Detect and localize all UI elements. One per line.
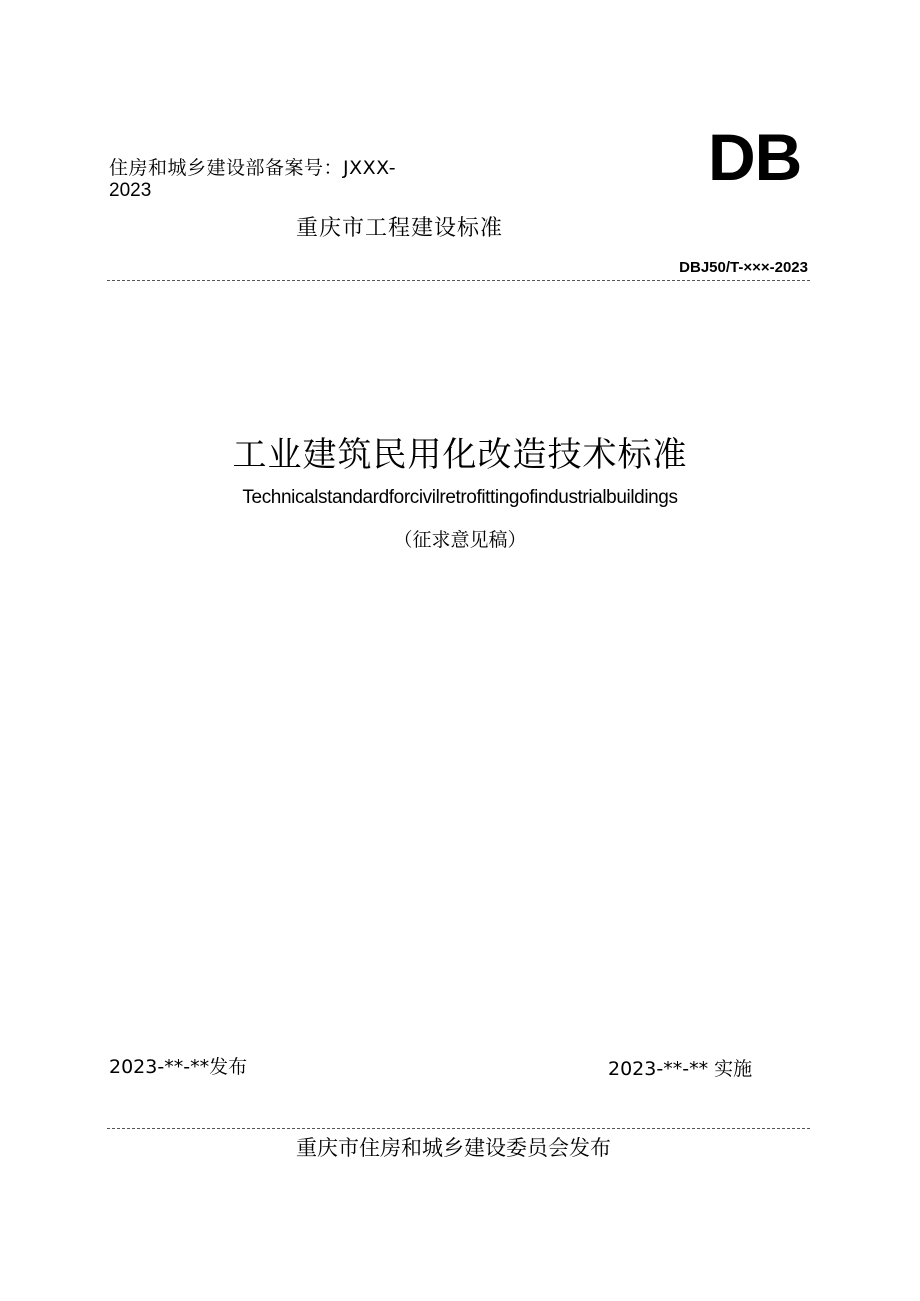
standard-type: 重庆市工程建设标准 xyxy=(296,216,504,241)
filing-number: 住房和城乡建设部备案号：JXXX- xyxy=(109,157,397,179)
bottom-divider xyxy=(107,1128,810,1129)
document-title: 工业建筑民用化改造技术标准 xyxy=(232,435,688,475)
top-divider xyxy=(107,280,810,281)
draft-note: （征求意见稿） xyxy=(393,529,527,551)
effective-date: 2023-**-** 实施 xyxy=(608,1058,753,1080)
standard-number: DBJ50/T-×××-2023 xyxy=(679,259,808,276)
db-logo: DB xyxy=(708,120,802,194)
filing-number-year: 2023 xyxy=(109,180,152,201)
release-date: 2023-**-**发布 xyxy=(109,1056,248,1078)
document-title-english: Technicalstandardforcivilretrofittingofindustrialbuildings xyxy=(242,487,678,508)
issuing-authority: 重庆市住房和城乡建设委员会发布 xyxy=(296,1136,611,1160)
